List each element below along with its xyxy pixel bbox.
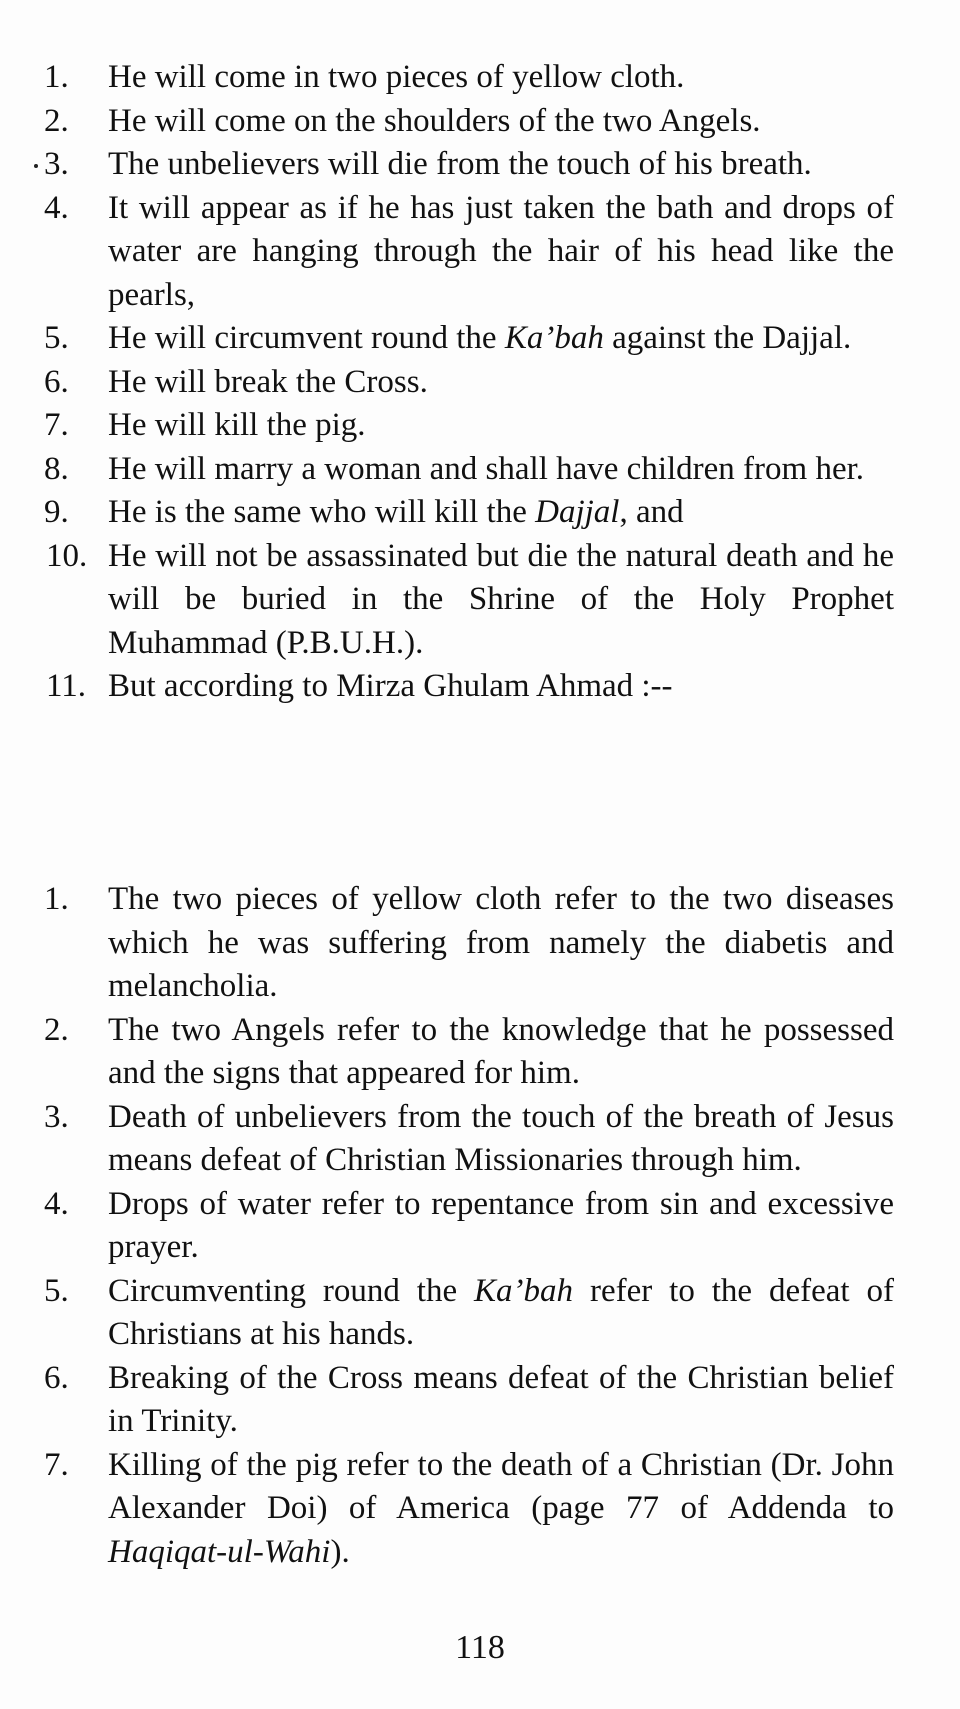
- list-item: [0, 1270, 960, 1357]
- list-item: [0, 665, 960, 709]
- list-item: [0, 535, 960, 666]
- item-text: He will not be assassinated but die the natural death and he will be buried in the Shrine of the Holy Prophet Muhammad (P.B.U.H.).: [108, 537, 894, 661]
- list-item: [0, 1444, 960, 1575]
- item-text: Death of unbelievers from the touch of the breath of Jesus means defeat of Christian Missionaries through him.: [108, 1098, 894, 1178]
- item-text: But according to Mirza Ghulam Ahmad :--: [108, 668, 673, 704]
- item-number: 6.: [44, 363, 69, 400]
- list-item: [0, 56, 960, 100]
- list-item: [0, 1096, 960, 1183]
- list-item: [0, 317, 960, 361]
- event-list: [0, 56, 960, 709]
- item-text-pre: He will circumvent round the: [108, 320, 505, 356]
- item-text-italic: Ka’bah: [504, 320, 604, 356]
- list-item: [0, 1183, 960, 1270]
- item-number: 1.: [44, 881, 69, 917]
- list-item: [0, 1009, 960, 1096]
- item-text-italic: Haqiqat-ul-Wahi: [108, 1533, 331, 1570]
- item-text: The two Angels refer to the knowledge that he possessed and the signs that appeared for him.: [108, 1011, 894, 1091]
- item-number: 9.: [44, 494, 69, 530]
- item-number: 2.: [44, 1011, 69, 1048]
- page-number: 118: [455, 1629, 505, 1666]
- item-text-post: , and: [619, 494, 684, 530]
- item-text: He will break the Cross.: [108, 363, 428, 400]
- item-text: Breaking of the Cross means defeat of the Christian belief in Trinity.: [108, 1359, 894, 1439]
- item-text: He will marry a woman and shall have children from her.: [108, 450, 865, 487]
- item-text-post: ).: [330, 1533, 350, 1570]
- item-text-italic: Dajjal: [535, 494, 620, 530]
- list-item: [0, 143, 960, 187]
- item-text-pre: He is the same who will kill the: [108, 494, 536, 530]
- item-number: 6.: [44, 1359, 69, 1396]
- item-text-pre: Circumventing round the: [108, 1272, 475, 1309]
- item-text: He will come on the shoulders of the two Angels.: [108, 102, 761, 139]
- item-text-post: refer to the defeat of Christians at his hands.: [108, 1272, 894, 1352]
- list-item: [0, 404, 960, 448]
- item-text-post: against the Dajjal.: [603, 320, 852, 356]
- item-number: 8.: [44, 450, 69, 487]
- item-text-italic: Ka’bah: [474, 1272, 574, 1309]
- item-number: 4.: [44, 1185, 69, 1222]
- item-number: 11.: [46, 668, 87, 704]
- item-number: 7.: [44, 407, 69, 443]
- interpretation-list: [0, 878, 960, 1574]
- item-text: It will appear as if he has just taken the bath and drops of water are hanging through the hair of his head like the pearls,: [108, 189, 894, 313]
- list-item: [0, 491, 960, 535]
- item-number: 3.: [44, 1098, 69, 1135]
- item-text-pre: Killing of the pig refer to the death of a Christian (Dr. John Alexander Doi) of America (page 77 of Addenda to: [108, 1446, 894, 1526]
- list-item: [0, 878, 960, 1009]
- item-text: The two pieces of yellow cloth refer to the two diseases which he was suffering from namely the diabetis and melancholia.: [108, 881, 894, 1004]
- item-text: He will kill the pig.: [108, 407, 366, 443]
- list-item: [0, 100, 960, 144]
- item-number: 5.: [44, 320, 69, 356]
- item-text: The unbelievers will die from the touch of his breath.: [108, 146, 812, 182]
- item-number: 2.: [44, 102, 69, 139]
- item-number: 10.: [46, 537, 88, 574]
- item-text: Drops of water refer to repentance from sin and excessive prayer.: [108, 1185, 894, 1265]
- list-item: [0, 361, 960, 405]
- item-text: He will come in two pieces of yellow cloth.: [108, 59, 685, 95]
- item-number: 1.: [44, 59, 69, 95]
- list-item: [0, 448, 960, 492]
- item-number: 3.: [44, 146, 69, 182]
- item-number: 7.: [44, 1446, 69, 1483]
- item-number: 4.: [44, 189, 69, 226]
- list-item: [0, 1357, 960, 1444]
- list-item: [0, 187, 960, 318]
- item-number: 5.: [44, 1272, 69, 1309]
